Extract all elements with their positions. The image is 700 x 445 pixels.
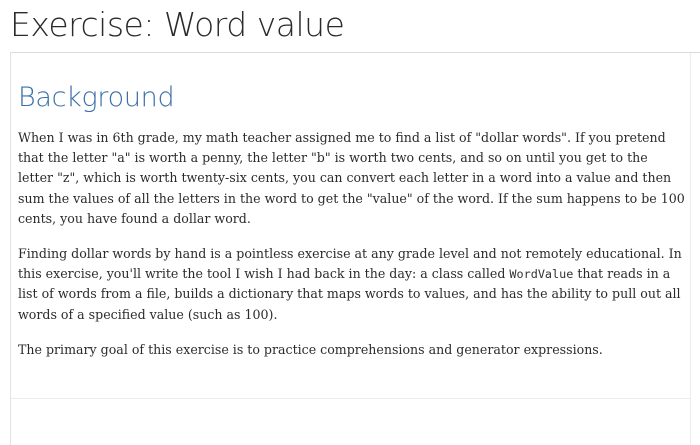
paragraph-dollar-words: When I was in 6th grade, my math teacher assigned me to find a list of "dollar words". If you pretend that the letter "a" is worth a penny, the letter "b" is worth two cents, and so on until you get to the letter "z", which is worth twenty-six cents, you can convert each letter in a word into a value and then sum the values of all the letters in the word to get the "value" of the word. If the sum happens to be 100 cents, you have found a dollar word. [18,130,685,226]
paragraph-exercise-description [18,244,686,325]
content-area [18,80,686,375]
paragraph-primary-goal: The primary goal of this exercise is to practice comprehensions and generator expressions. [18,341,603,357]
section-heading-background: Background [18,82,175,113]
content-left-border [10,53,11,445]
title-divider [10,52,700,53]
content-right-border [690,53,691,445]
paragraph-text-after-code: that reads in a list of words from a file, builds a dictionary that maps words to values, and has the ability to pull out all words of a specified value (such as 100). [18,266,681,322]
paragraph-text-before-code: Finding dollar words by hand is a pointless exercise at any grade level and not remotely educational. In this exercise, you'll write the tool I wish I had back in the day: a class called [18,246,682,282]
inline-code-classname: WordValue [509,267,574,282]
page-title: Exercise: Word value [10,5,345,44]
bottom-divider [10,398,690,399]
